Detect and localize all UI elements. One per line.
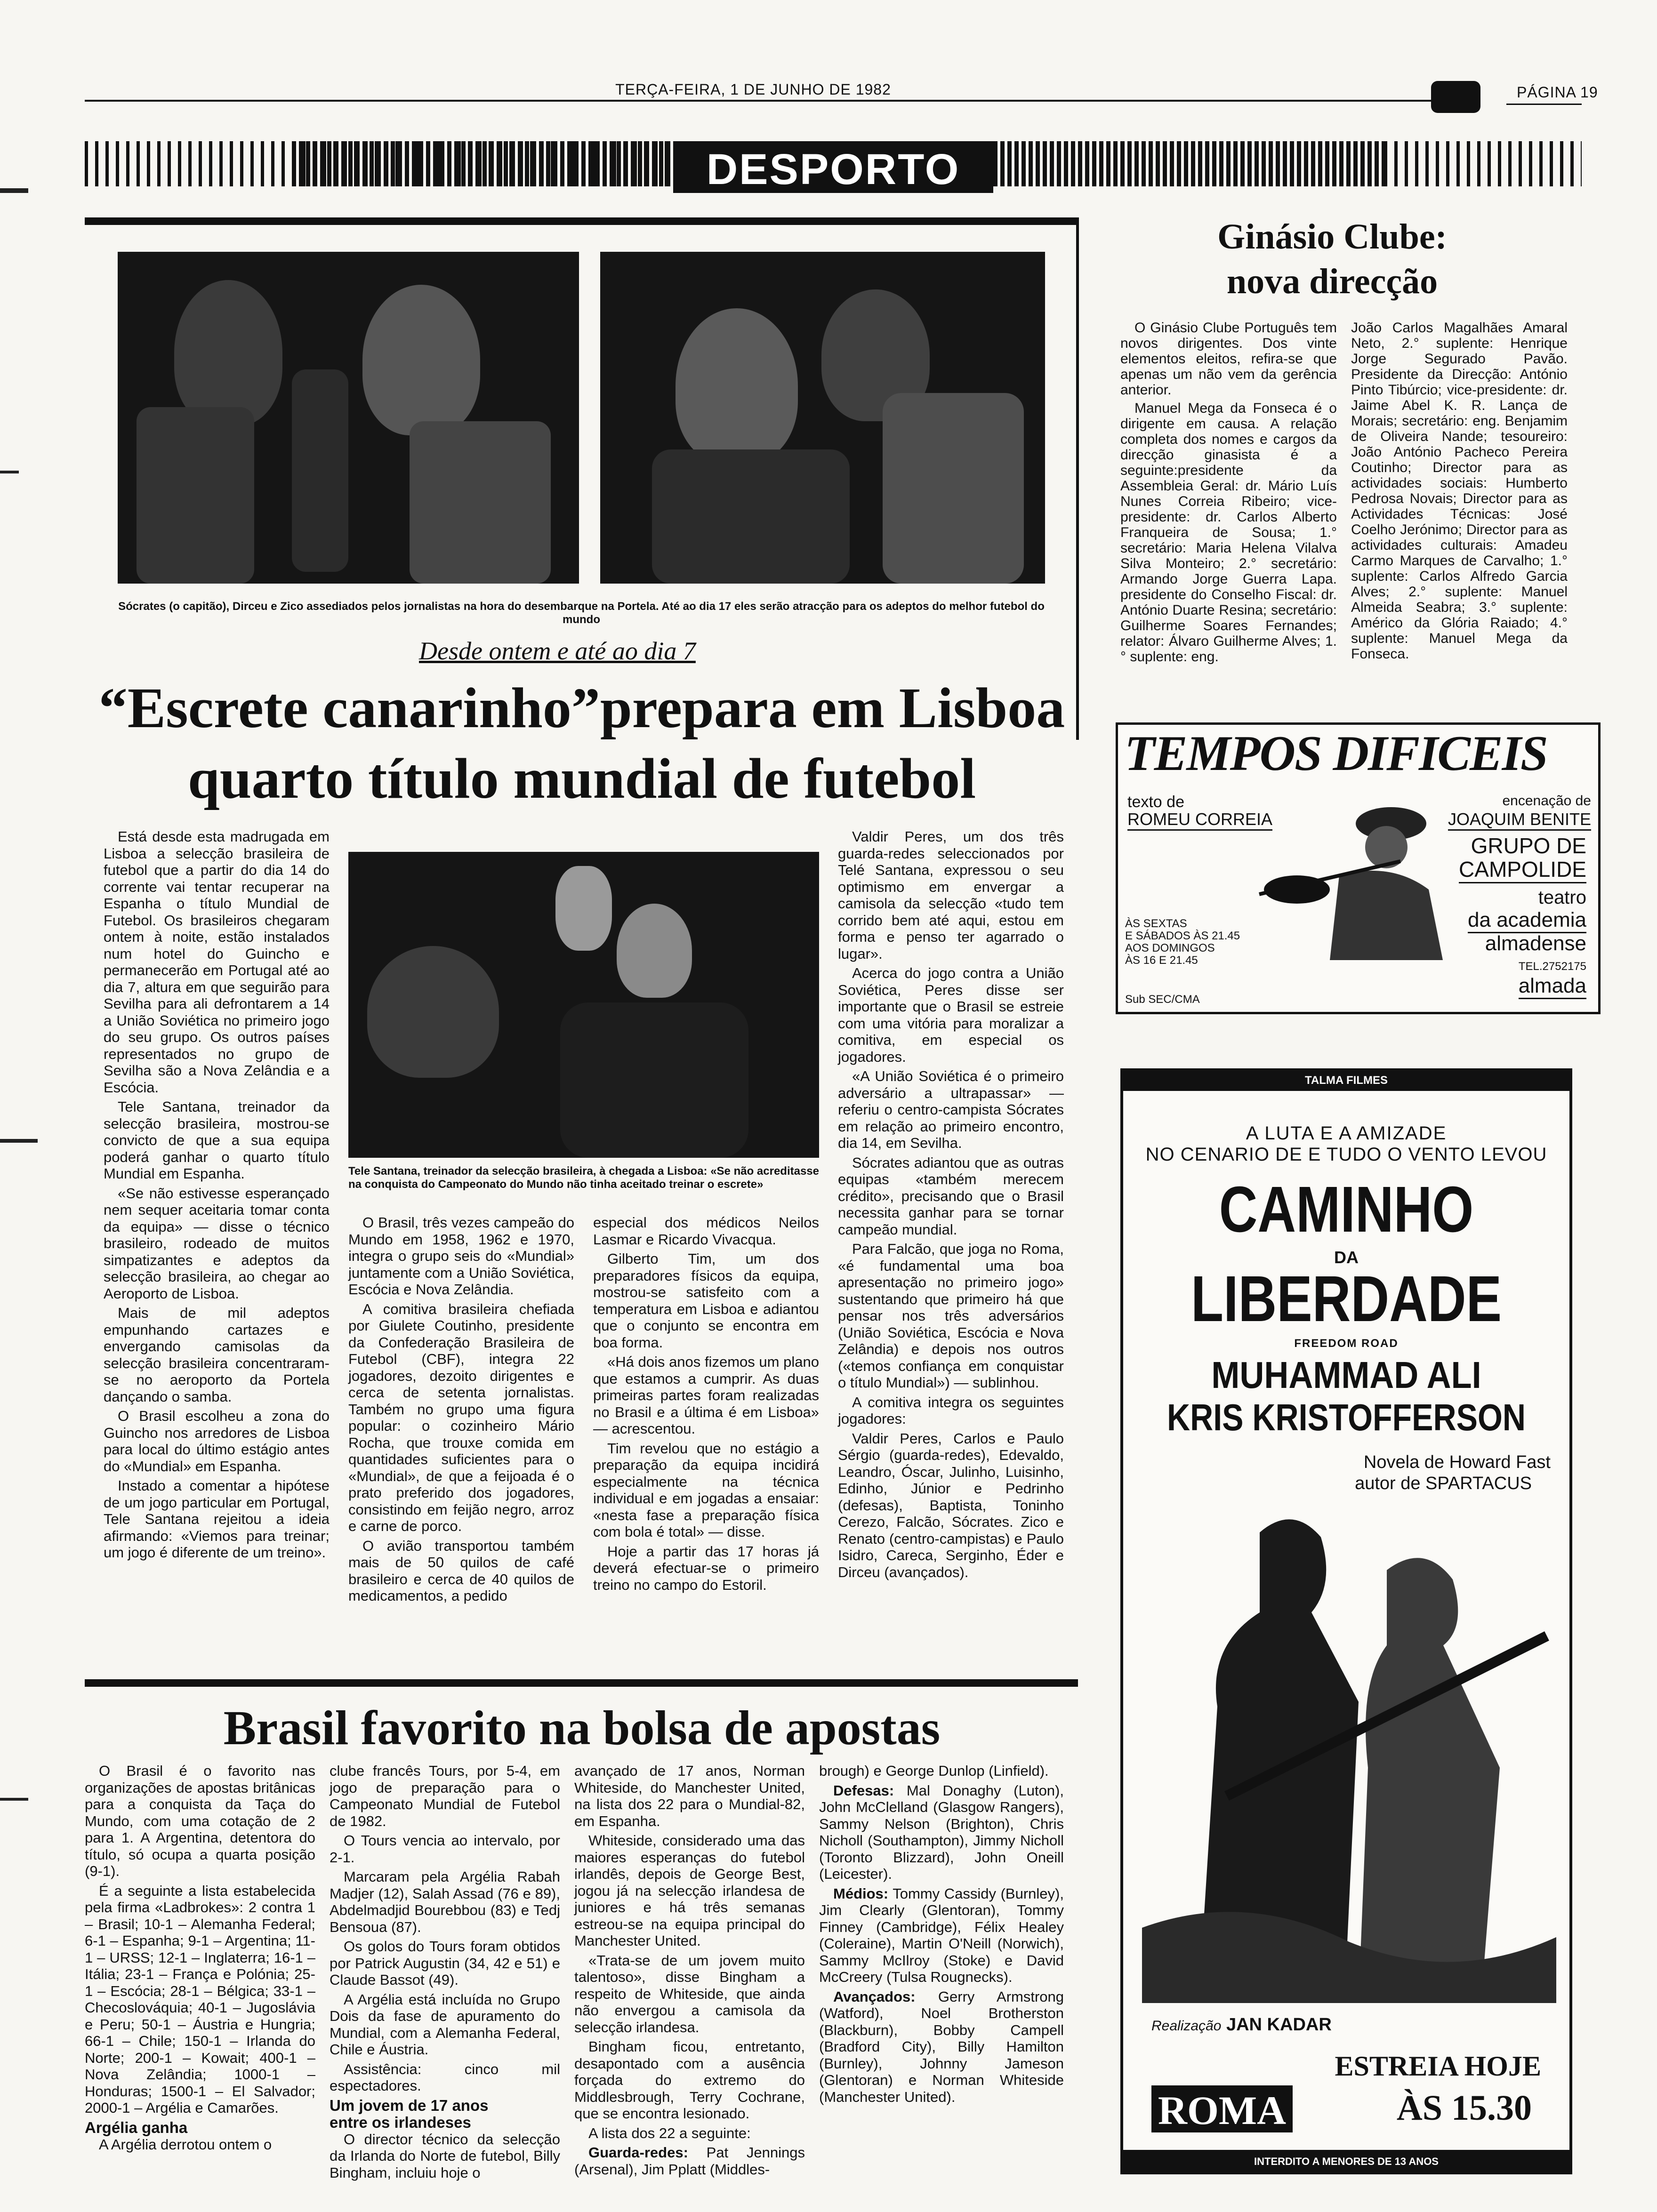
film-poster-illustration (1142, 1504, 1556, 2003)
film-novel-2: autor de SPARTACUS (1355, 1474, 1532, 1493)
def-text: Mal Donaghy (Luton), John McClelland (Glasgow Rangers), Sammy Nelson (Brighton), Chris Nicholl (Southampton), Jimmy Nicholl (Toronto Blizzard), John Oneill (Leicester). (819, 1782, 1064, 1882)
film-cinema: ROMA (1158, 2088, 1287, 2133)
bolsa-col3-gk (574, 2144, 805, 2178)
gk-text: Pat Jennings (Arsenal), Jim Pplatt (Middles- (574, 2144, 805, 2178)
ginasio-col-2 (1351, 320, 1568, 665)
escrete-col4-p5: Para Falcão, que joga no Roma, «é fundamental uma boa apresentação no primeiro jogo» sustentando que primeiro há que pensar nos três adversários (União Soviética, Escócia e Nova Zelândia) e depois nos outros («temos confiança em conquistar o título Mundial») — sublinhou. (838, 1241, 1064, 1391)
escrete-col-3 (593, 1214, 819, 1596)
escrete-col1-p3: «Se não estivesse esperançado nem sequer aceitaria tomar conta da equipa» — disse o técnico brasileiro, rodeado de muitos simpatizantes e adeptos da selecção brasileira, ao chegar ao Aeroporto de Lisboa. (104, 1185, 330, 1302)
bolsa-col2-p1: clube francês Tours, por 5-4, em jogo de preparação para o Campeonato Mundial de Futebol de 1982. (330, 1763, 560, 1829)
film-director-label: Realização (1151, 2018, 1222, 2034)
article-frame-top (85, 217, 1078, 225)
header-rule (85, 100, 1436, 102)
gk-label: Guarda-redes: (588, 2144, 688, 2161)
ginasio-headline-1: Ginásio Clube: (1217, 217, 1447, 256)
banner-hatch-left-dense (292, 141, 673, 186)
bolsa-col2-p4: Os golos do Tours foram obtidos por Patrick Augustin (34, 42 e 51) e Claude Bassot (49). (330, 1938, 560, 1988)
page-date: TERÇA-FEIRA, 1 DE JUNHO DE 1982 (615, 81, 891, 98)
margin-mark (0, 1139, 38, 1143)
escrete-col4-p7: Valdir Peres, Carlos e Paulo Sérgio (guarda-redes), Edevaldo, Leandro, Óscar, Julinho, Luisinho, Edinho, Júnior e Pedrinho (defesas), Baptista, Toninho Cerezo, Falcão, Sócrates. Zico e Renato (centro-campistas) e Paulo Isidro, Careca, Serginho, Éder e Dirceu (avançados). (838, 1430, 1064, 1580)
film-novel-1: Novela de Howard Fast (1363, 1452, 1551, 1472)
tempos-schedule-4: ÀS 16 E 21.45 (1125, 954, 1198, 967)
bolsa-col3-p3: «Trata-se de um jovem muito talentoso», disse Bingham a respeito de Whiteside, que ainda não envergou a camisola da selecção irlandesa. (574, 1952, 805, 2036)
bolsa-col2-p5: A Argélia está incluída no Grupo Dois da fase de apuramento do Mundial, com a Alemanha Federal, Chile e Áustria. (330, 1991, 560, 2058)
def-label: Defesas: (833, 1782, 894, 1799)
bolsa-col-1 (85, 1763, 315, 2156)
ginasio-col-1 (1120, 320, 1337, 667)
mid-label: Médios: (833, 1885, 889, 1902)
escrete-col2-p1: O Brasil, três vezes campeão do Mundo em 1958, 1962 e 1970, integra o grupo seis do «Mundial» juntamente com a União Soviética, Escócia e Nova Zelândia. (348, 1214, 574, 1298)
escrete-col4-p3: «A União Soviética é o primeiro adversário a ultrapassar» — referiu o centro-campista Sócrates em relação ao primeiro encontro, dia 14, em Sevilha. (838, 1068, 1064, 1151)
film-title-2: DA (1334, 1248, 1359, 1267)
escrete-col1-p1: Está desde esta madrugada em Lisboa a selecção brasileira de futebol que a partir do dia 14 do corrente vai tentar recuperar na Espanha o título Mundial de Futebol. Os brasileiros chegaram ontem à noite, estão instalados num hotel do Guincho e permanecerão em Portugal até ao dia 7, altura em que seguirão para Sevilha para ali defrontarem a 14 a União Soviética no primeiro jogo do seu grupo. Os outros países representados no grupo de Sevilha são a Nova Zelândia e a Escócia. (104, 828, 330, 1096)
bolsa-col2-p2: O Tours vencia ao intervalo, por 2-1. (330, 1832, 560, 1866)
tempos-venue-2: da academia (1468, 908, 1586, 933)
article-headline-line2: quarto título mundial de futebol (187, 747, 976, 810)
film-rating: INTERDITO A MENORES DE 13 ANOS (1254, 2156, 1439, 2167)
banner-hatch-right-dense (993, 141, 1384, 186)
page-number-underline (1506, 104, 1582, 105)
tempos-title: TEMPOS DIFICEIS (1125, 726, 1547, 781)
violinist-illustration (1222, 781, 1466, 960)
film-tagline-1: A LUTA E A AMIZADE (1246, 1123, 1447, 1144)
tempos-company-1: GRUPO DE (1471, 834, 1586, 858)
ginasio-col1-p1: O Ginásio Clube Português tem novos dirigentes. Dos vinte elementos eleitos, refira-se que apenas um não vem da gerência anterior. (1120, 320, 1337, 398)
film-title-3: LIBERDADE (1190, 1263, 1502, 1335)
bolsa-col3-p4: Bingham ficou, entretanto, desapontado com a ausência forçada do extremo do Middlesbrough, Terry Cochrane, que se encontra lesionado. (574, 2038, 805, 2122)
bolsa-col-4 (819, 1763, 1064, 2108)
photo-tele-santana (348, 852, 819, 1158)
tele-photo-caption: Tele Santana, treinador da selecção brasileira, à chegada a Lisboa: «Se não acreditasse na conquista do Campeonato do Mundo não tinha aceitado treinar o escrete» (348, 1165, 819, 1191)
ginasio-col2-p1: João Carlos Magalhães Amaral Neto, 2.° suplente: Henrique Jorge Segurado Pavão. Presidente da Direcção: António Pinto Tibúrcio; vice-presidente: dr. Jaime Abel K. R. Lança de Morais; secretário: eng. Benjamim de Oliveira Nande; tesoureiro: João António Pacheco Pereira Coutinho; Director para as actividades sociais: Humberto Pedrosa Novais; Director para as Actividades Técnicas: José Coelho Jerónimo; Director para as actividades culturais: Amadeu Carmo Marques de Carvalho; 1.° suplente: Carlos Alfredo Garcia Alves; 2.° suplente: Manuel Almeida Seabra; 3.° suplente: Américo da Glória Raiado; 4.° suplente: Manuel Mega da Fonseca. (1351, 320, 1568, 662)
escrete-col1-p6: Instado a comentar a hipótese de um jogo particular em Portugal, Tele Santana rejeitou a ideia afirmando: «Viemos para treinar; um jogo é diferente de um treino». (104, 1477, 330, 1561)
film-actor-2: KRIS KRISTOFFERSON (1167, 1396, 1526, 1438)
bolsa-col3-p5: A lista dos 22 a seguinte: (588, 2124, 751, 2141)
escrete-col4-p6: A comitiva integra os seguintes jogadores: (838, 1394, 1064, 1427)
escrete-col4-p2: Acerca do jogo contra a União Soviética, Peres disse ser importante que o Brasil se estreie com uma vitória para moralizar a comitiva, em especial os jogadores. (838, 965, 1064, 1065)
tempos-phone: TEL.2752175 (1518, 960, 1586, 973)
film-subtitle: FREEDOM ROAD (1294, 1337, 1399, 1350)
bolsa-col3-p1: avançado de 17 anos, Norman Whiteside, do Manchester United, na lista dos 22 para o Mundial-82, em Espanha. (574, 1763, 805, 1829)
tempos-schedule (1125, 918, 1240, 967)
escrete-col3-p3: «Há dois anos fizemos um plano que estamos a cumprir. As duas primeiras partes foram realizadas no Brasil e a última é em Lisboa» — acrescentou. (593, 1354, 819, 1437)
margin-mark (0, 188, 28, 193)
escrete-col3-p4: Tim revelou que no estágio a preparação da equipa incidirá especialmente na técnica individual e em jogadas a ensaiar: «nesta fase a preparação física com bola é total» — disse. (593, 1440, 819, 1540)
escrete-col-2 (348, 1214, 574, 1607)
escrete-col3-p2: Gilberto Tim, um dos preparadores físicos da equipa, mostrou-se satisfeito com a temperatura em Lisboa e adiantou que o conjunto se encontra em boa forma. (593, 1250, 819, 1351)
film-director (1151, 2015, 1332, 2035)
mid-text: Tommy Cassidy (Burnley), Jim Clearly (Glentoran), Tommy Finney (Cambridge), Félix Healey (Coleraine), Martin O'Neill (Norwich), Sammy McIlroy (Stoke) e David McCreery (Tulsa Rougnecks). (819, 1885, 1064, 1985)
fw-text: Gerry Armstrong (Watford), Noel Brotherston (Blackburn), Bobby Campell (Bradford City), Billy Hamilton (Burnley), Johnny Jameson (Glentoran) e Norman Whiteside (Manchester United). (819, 1988, 1064, 2105)
escrete-col4-p1: Valdir Peres, um dos três guarda-redes seleccionados por Telé Santana, expressou o seu optimismo em envergar a camisola da selecção «tudo tem corrido bem até aqui, estou em forma e penso ter agarrado o lugar». (838, 828, 1064, 962)
tempos-author: ROMEU CORREIA (1127, 809, 1272, 831)
bolsa-subhead-argelia: Argélia ganha (85, 2118, 188, 2136)
film-actor-1: MUHAMMAD ALI (1211, 1354, 1481, 1396)
bolsa-col1-p1: O Brasil é o favorito nas organizações de apostas britânicas para a conquista da Taça do Mundo, com uma cotação de 2 para 1. A Argentina, detentora do título, só ocupa a quarta posição (9-1). (85, 1763, 315, 1879)
page-number: PÁGINA 19 (1517, 84, 1598, 101)
ad-tempos-dificeis (1116, 722, 1601, 1014)
tempos-venue-1: teatro (1538, 887, 1586, 908)
bolsa-col2-after: O director técnico da selecção da Irlanda do Norte de futebol, Billy Bingham, incluiu hoje o (330, 2131, 560, 2181)
film-title-1: CAMINHO (1219, 1173, 1474, 1246)
tempos-author-label: texto de (1127, 793, 1184, 811)
escrete-col4-p4: Sócrates adiantou que as outras equipas «também merecem crédito», precisando que o Brasil necessita ganhar para se tornar campeão mundial. (838, 1154, 1064, 1238)
ad-caminho-liberdade (1120, 1068, 1572, 2174)
escrete-col3-p5: Hoje a partir das 17 horas já deverá efectuar-se o primeiro treino no campo do Estoril. (593, 1543, 819, 1593)
bolsa-col4-start: brough) e George Dunlop (Linfield). (819, 1763, 1049, 1779)
tempos-venue-3: almadense (1485, 932, 1586, 955)
tempos-director-label: encenação de (1502, 793, 1591, 809)
ginasio-col1-p2: Manuel Mega da Fonseca é o dirigente em causa. A relação completa dos nomes e cargos da direcção ginasista é a seguinte:presidente da Assembleia Geral: dr. Mário Luís Nunes Correia Ribeiro; vice-presidente: dr. Carlos Alberto Franqueira de Sousa; 1.° secretário: Maria Helena Vilalva Silva Monteiro; 2.° secretário: Armando Jorge Guerra Lapa. presidente do Conselho Fiscal: dr. António Duarte Resina; secretário: Guilherme Soares Fernandes; relator: Álvaro Guilherme Alves; 1.° suplente: eng. (1120, 401, 1337, 665)
film-tagline-2: NO CENARIO DE E TUDO O VENTO LEVOU (1145, 1144, 1547, 1165)
bolsa-col2-p3: Marcaram pela Argélia Rabah Madjer (12), Salah Assad (76 e 89), Abdelmadjid Bourebbou (83) e Tedj Bensoua (87). (330, 1868, 560, 1935)
section-title: DESPORTO (706, 145, 960, 193)
escrete-col-4 (838, 828, 1064, 1583)
fw-label: Avançados: (833, 1988, 916, 2005)
article-frame-bottom (85, 1679, 1078, 1687)
banner-hatch-right (1384, 141, 1582, 186)
ginasio-headline-2: nova direcção (1226, 262, 1438, 301)
film-distributor: TALMA FILMES (1305, 1074, 1388, 1087)
tempos-schedule-1: ÀS SEXTAS (1125, 917, 1187, 930)
page-number-badge (1431, 81, 1480, 113)
bolsa-subhead-jovem-2: entre os irlandeses (330, 2113, 471, 2131)
film-director-name: JAN KADAR (1226, 2015, 1332, 2035)
escrete-col-1 (104, 828, 330, 1564)
bolsa-col4-fw (819, 1988, 1064, 2106)
tempos-schedule-3: AOS DOMINGOS (1125, 942, 1215, 954)
article-kicker: Desde ontem e até ao dia 7 (419, 637, 696, 665)
bolsa-col4-mid (819, 1885, 1064, 1986)
photo-socrates-dirceu-zico (118, 252, 579, 584)
bolsa-col4-def (819, 1782, 1064, 1883)
film-time: ÀS 15.30 (1396, 2088, 1532, 2128)
tempos-company-2: CAMPOLIDE (1459, 857, 1586, 883)
article-headline-line1: “Escrete canarinho”prepara em Lisboa (98, 676, 1065, 740)
tempos-city: almada (1519, 974, 1586, 999)
photo-portela-arrival (600, 252, 1045, 584)
tempos-director: JOAQUIM BENITE (1448, 809, 1591, 831)
bolsa-subhead-jovem-1: Um jovem de 17 anos (330, 2096, 489, 2114)
bolsa-col1-after: A Argélia derrotou ontem o (99, 2136, 272, 2153)
tempos-schedule-2: E SÁBADOS ÀS 21.45 (1125, 930, 1240, 942)
article-frame-right (1076, 217, 1079, 740)
escrete-col1-p4: Mais de mil adeptos empunhando cartazes e envergando camisolas da selecção brasileira concentraram-se no aeroporto da Portela dançando o samba. (104, 1305, 330, 1405)
bolsa-col-3 (574, 1763, 805, 2180)
bolsa-headline: Brasil favorito na bolsa de apostas (223, 1701, 941, 1755)
escrete-col1-p2: Tele Santana, treinador da selecção brasileira, mostrou-se convicto de que a sua equipa poderá ganhar o quarto título Mundial em Espanha. (104, 1098, 330, 1182)
margin-mark (0, 471, 19, 473)
escrete-col2-p2: A comitiva brasileira chefiada por Giulete Coutinho, presidente da Confederação Brasileira de Futebol (CBF), integra 22 jogadores, dezoito dirigentes e cerca de setenta jornalistas. Também no grupo uma figura popular: o cozinheiro Mário Rocha, que trouxe comida em quantidades suficientes para o «Mundial», de que a feijoada é o prato preferido dos jogadores, consistindo em feijão negro, arroz e carne de porco. (348, 1300, 574, 1534)
escrete-col1-p5: O Brasil escolheu a zona do Guincho nos arredores de Lisboa para local do último estágio antes do «Mundial» em Espanha. (104, 1408, 330, 1475)
bolsa-col-2 (330, 1763, 560, 2184)
bolsa-col1-p2: É a seguinte a lista estabelecida pela firma «Ladbrokes»: 2 contra 1 – Brasil; 10-1 – Alemanha Federal; 6-1 – Espanha; 9-1 – Argentina; 11-1 – URSS; 12-1 – Inglaterra; 16-1 – Itália; 23-1 – França e Polónia; 25-1 – Escócia; 28-1 – Bélgica; 33-1 – Checoslováquia; 40-1 – Jugoslávia e Peru; 50-1 – Áustria e Hungria; 66-1 – Chile; 150-1 – Irlanda do Norte; 200-1 – Kowait; 400-1 – Nova Zelândia; 1000-1 – Honduras; 1500-1 – El Salvador; 2000-1 – Argélia e Camarões. (85, 1882, 315, 2116)
top-photos-caption: Sócrates (o capitão), Dirceu e Zico assediados pelos jornalistas na hora do desembarque na Portela. Até ao dia 17 eles serão atracção para os adeptos do melhor futebol do mundo (118, 600, 1045, 626)
tempos-sponsor: Sub SEC/CMA (1125, 993, 1200, 1006)
escrete-col2-p3: O avião transportou também mais de 50 quilos de café brasileiro e cerca de 40 quilos de medicamentos, a pedido (348, 1537, 574, 1604)
bolsa-col3-p2: Whiteside, considerado uma das maiores esperanças do futebol irlandês, depois de George Best, jogou já na selecção irlandesa de juniores e há três semanas estreou-se na equipa principal do Manchester United. (574, 1832, 805, 1949)
film-premiere: ESTREIA HOJE (1335, 2051, 1541, 2082)
margin-mark (0, 1798, 28, 1801)
bolsa-col2-p6: Assistência: cinco mil espectadores. (330, 2060, 560, 2094)
escrete-col3-p1: especial dos médicos Neilos Lasmar e Ricardo Vivacqua. (593, 1214, 819, 1248)
